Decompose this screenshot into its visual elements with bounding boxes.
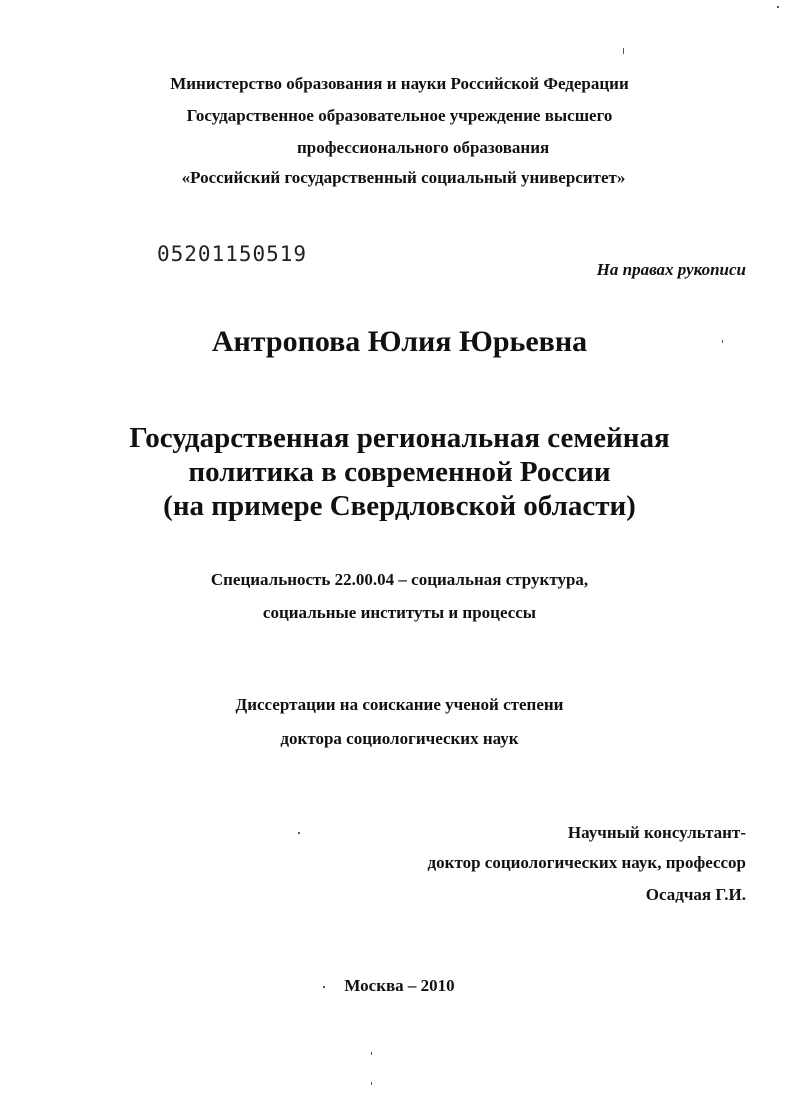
thesis-title-line-3: (на примере Свердловской области) (163, 490, 636, 522)
specialty-line-2: социальные институты и процессы (262, 603, 537, 622)
institution-line-2: профессионального образования (297, 138, 550, 157)
ministry-name: Министерство образования и науки Российской Федерации (170, 74, 629, 93)
scan-speck (298, 832, 300, 834)
scan-speck (623, 48, 624, 54)
degree-line-1: Диссертации на соискание ученой степени (235, 695, 564, 714)
scan-speck (371, 1052, 372, 1055)
scan-speck (722, 340, 723, 343)
advisor-role: Научный консультант- (567, 823, 746, 842)
degree-line-2: доктора социологических наук (280, 729, 519, 748)
institution-line-1: Государственное образовательное учреждение высшего (186, 106, 613, 125)
scan-speck (323, 986, 325, 988)
specialty-line-1: Специальность 22.00.04 – социальная структура, (210, 570, 589, 589)
scan-speck (371, 1082, 372, 1085)
scan-speck (777, 6, 779, 8)
registration-number: 05201150519 (157, 242, 308, 266)
advisor-name: Осадчая Г.И. (645, 885, 746, 904)
thesis-title-line-1: Государственная региональная семейная (129, 422, 670, 454)
author-name: Антропова Юлия Юрьевна (211, 325, 588, 358)
city-year: Москва – 2010 (344, 976, 455, 995)
manuscript-note: На правах рукописи (596, 260, 746, 279)
thesis-title-line-2: политика в современной России (188, 456, 611, 488)
advisor-credentials: доктор социологических наук, профессор (427, 853, 746, 872)
university-name: «Российский государственный социальный университет» (181, 168, 626, 187)
